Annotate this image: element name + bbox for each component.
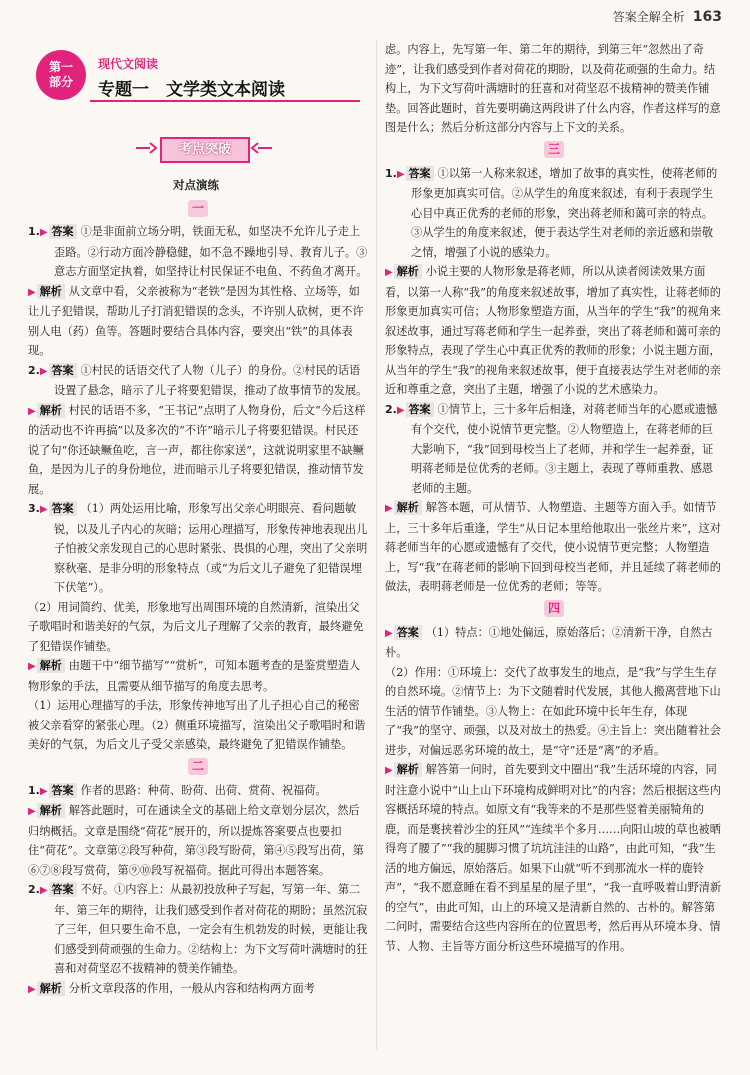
left-column	[28, 196, 368, 999]
s3-q1-answer: 1.▶ 答案 ①以第一人称来叙述，增加了故事的真实性，使蒋老师的形象更加真实可信。②从学生的角度来叙述，有利于表现学生心目中真正优秀的老师的形象，突出蒋老师和蔼可亲的特点。③从学生的角度来叙述，便于表达学生对老师的亲近感和崇敬之情，增强了小说的感染力。	[385, 166, 718, 259]
column-divider	[376, 40, 377, 1050]
section-marker-3: 三	[385, 140, 723, 160]
running-head	[613, 8, 722, 25]
q3-analysis-2: （1）运用心理描写的手法，形象传神地写出了儿子担心自己的秘密被父亲看穿的紧张心理。（2）侧重环境描写，渲染出父子歌唱时和谐美好的气氛，为后文儿子受父亲感染，最终避免了犯错误作铺垫。	[28, 699, 366, 751]
page-number: 163	[692, 9, 722, 25]
s3-q1-analysis: ▶ 解析 小说主要的人物形象是蒋老师，所以从读者阅读效果方面看，以第一人称“我”的角度来叙述故事，增加了真实性，让蒋老师的形象更加真实可信；人物形象塑造方面，从当年的学生“我”的视角来叙述故事，通过写蒋老师和学生一起养蚕，突出了蒋老师和蔼可亲的形象特点，表现了学生心中真正优秀的教师的形象；小说主题方面，从当年的学生“我”的视角来叙述故事，便于直接表达学生对老师的亲近和尊重之意，突出了主题，增强了小说的艺术感染力。	[385, 265, 721, 396]
s2-q1-analysis: ▶ 解析 解答此题时，可在通读全文的基础上给文章划分层次，然后归纳概括。文章是围绕“荷花”展开的，所以提炼答案要点也要扣住“荷花”。文章第②段写种荷，第③段写盼荷，第④⑤段写出荷，第⑥⑦⑧段写赏荷，第⑨⑩段写祝福荷。据此可得出本题答案。	[28, 804, 364, 877]
s3-q2-analysis: ▶ 解析 解答本题，可从情节、人物塑造、主题等方面入手。如情节上，三十多年后重逢，学生“从日记本里给他取出一张丝片来”，这对蒋老师当年的心愿或遗憾有了交代，使小说情节更完整；人物塑造上，写“我”在蒋老师的影响下回到母校当老师，并且延续了蒋老师的做法，表明蒋老师是一位优秀的老师；等等。	[385, 501, 721, 593]
header-underline	[90, 100, 360, 102]
running-head-title: 答案全解全析	[612, 10, 685, 24]
s4-analysis: ▶ 解析 解答第一问时，首先要到文中圈出“我”生活环境的内容，同时注意小说中“山上山下环境构成鲜明对比”的内容；然后根据这些内容概括环境的特点。如原文有“我等来的不是那些竖着美丽犄角的鹿，而是裹挟着沙尘的狂风”“连续半个多月……向阳山坡的草也被晒得弯了腰了”“我的腿脚习惯了坑坑洼洼的山路”，由此可知，“我”生活的地方偏远，原始落后。如果下山就“听不到那流水一样的鹿铃声”，“我不愿意睡在看不到星星的屋子里”，“我一直呼吸着山野清新的空气”，由此可知，山上的环境又是清新自然的、古朴的。解答第二问时，需要结合这些内容所在的位置思考，然后再从环境本身、情节、人物、主旨等方面分析这些环境描写的作用。	[385, 763, 722, 953]
subheading: 对点演练	[173, 178, 219, 192]
q3-answer: 3.▶ 答案 （1）两处运用比喻，形象写出父亲心明眼亮、看问题敏锐，以及儿子内心的灰暗；运用心理描写，形象传神地表现出儿子怕被父亲发现自己的心思时紧张、畏惧的心理，突出了父亲明察秋毫、是非分明的形象特点（或“为后文儿子避免了犯错误埋下伏笔”）。	[28, 502, 368, 594]
section-banner: 考点突破	[160, 137, 250, 163]
s2-q2-analysis: ▶ 解析 分析文章段落的作用，一般从内容和结构两方面考	[28, 981, 315, 995]
s3-q2-answer: 2.▶ 答案 ①情节上，三十多年后相逢，对蒋老师当年的心愿或遗憾有个交代，使小说情节更完整。②人物塑造上，在蒋老师的巨大影响下，“我”回到母校当上了老师，并和学生一起养蚕，证明蒋老师是位优秀的老师。③主题上，表现了尊师重教、感恩老师的主题。	[385, 402, 718, 495]
category-title: 现代文阅读	[98, 57, 159, 71]
part-badge	[36, 50, 86, 100]
s4-answer-2: （2）作用：①环境上：交代了故事发生的地点，是“我”与学生生存的自然环境。②情节上：为下文随着时代发展，其他人搬离营地下山生活的情节作铺垫。③人物上：在如此环境中长年生存，体现了“我”的坚守、顽强，以及对故土的热爱。④主旨上：突出随着社会进步，对偏远恶劣环境的故土，是“守”还是“离”的矛盾。	[385, 665, 721, 757]
s2-q1-answer: 1.▶ 答案 作者的思路：种荷、盼荷、出荷、赏荷、祝福荷。	[28, 783, 327, 797]
right-column	[385, 40, 723, 956]
q2-analysis: ▶ 解析 村民的话语不多，“王书记”点明了人物身份，后文“今后这样的活动也不许再搞”以及多次的“不许”暗示儿子将要犯错误。村民还说了句“你还缺鳜鱼吃，言一声，都往你家送”，这就说明家里不缺鳜鱼，是因为儿子的身份地位，进而暗示儿子将要犯错误，推动情节发展。	[28, 403, 366, 496]
q3-answer-2: （2）用词简约、优美，形象地写出周围环境的自然清新，渲染出父子歌唱时和谐美好的气氛，为后文儿子理解了父亲的教育，最终避免了犯错误作铺垫。	[28, 600, 364, 653]
s4-answer: ▶ 答案 （1）特点：①地处偏远，原始落后；②清新干净，自然古朴。	[385, 625, 713, 659]
q1-analysis: ▶ 解析 从文章中看，父亲被称为“老铁”是因为其性格、立场等，如让儿子犯错误，帮助儿子打消犯错误的念头，不许别人砍树，更不许别人电（药）鱼等。答题时要结合具体内容，要突出“铁”的具体表现。	[28, 284, 364, 357]
s2-q2-answer: 2.▶ 答案 不好。①内容上：从最初投放种子写起，写第一年、第二年、第三年的期待，让我们感受到作者对荷花的期盼；虽然沉寂了三年，但只要生命不息，一定会有生机勃发的时候，更能让我们感受到荷顽强的生命力。②结构上：为下文写荷叶满塘时的狂喜和对荷坚忍不拔精神的赞美作铺垫。	[28, 883, 368, 975]
badge-line-2: 部分	[48, 75, 73, 89]
badge-line-1: 第一	[48, 60, 73, 74]
banner-left-deco-icon	[136, 142, 158, 154]
section-marker-4: 四	[385, 599, 723, 619]
continued-analysis: 虑。内容上，先写第一年、第二年的期待，到第三年“忽然出了奇迹”，让我们感受到作者对荷花的期盼，以及荷花顽强的生命力。结构上，为下文写荷叶满塘时的狂喜和对荷坚忍不拔精神的赞美作铺垫。回答此题时，首先要明确这两段讲了什么内容，作者这样写的意图是什么；然后分析这部分内容与上下文的关系。	[385, 43, 721, 134]
section-marker-2: 二	[28, 757, 368, 777]
topic-title: 专题一 文学类文本阅读	[98, 80, 285, 100]
q3-analysis: ▶ 解析 由题干中“细节描写”“赏析”，可知本题考查的是鉴赏塑造人物形象的手法，且需要从细节描写的角度去思考。	[28, 659, 361, 693]
q2-answer: 2.▶ 答案 ①村民的话语交代了人物（儿子）的身份。②村民的话语设置了悬念，暗示了儿子将要犯错误，推动了故事情节的发展。	[28, 363, 368, 397]
q1-answer: 1.▶ 答案 ①是非面前立场分明，铁面无私，如坚决不允许儿子走上歪路。②行动方面冷静稳健，如不急不躁地引导、教育儿子。③意志方面坚定执着，如坚持让村民保证不电鱼、不药鱼才离开。	[28, 225, 368, 278]
banner-right-deco-icon	[250, 142, 272, 154]
section-marker-1: 一	[28, 198, 368, 218]
